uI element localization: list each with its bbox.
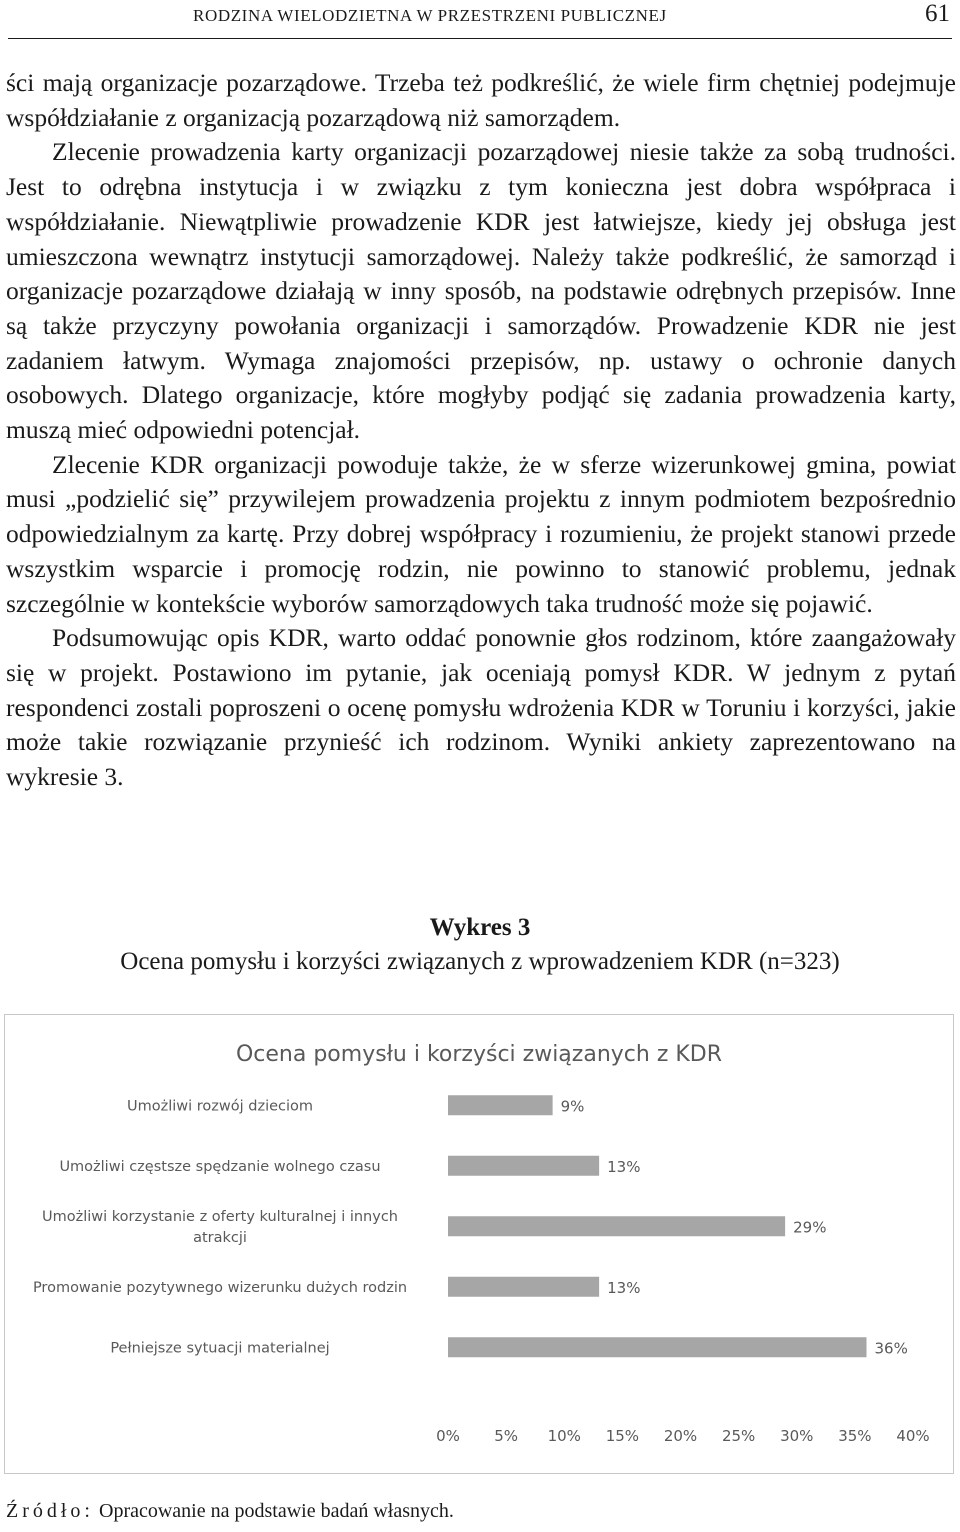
category-label-2: Umożliwi częstsze spędzanie wolnego czasu: [59, 1158, 381, 1175]
figure-label: Wykres 3: [429, 914, 531, 941]
bar-chart: [5, 1015, 953, 1473]
x-tick-label-40: 40%: [896, 1427, 930, 1445]
x-tick-label-35: 35%: [838, 1427, 872, 1445]
page-number: 61: [925, 0, 950, 27]
paragraph-4: Podsumowując opis KDR, warto oddać ponownie głos rodzinom, które zaangażowały się w projekt. Postawiono im pytanie, jak oceniają pomysł KDR. W jednym z pytań respondenci zostali poproszeni o ocenę pomysłu wdrożenia KDR w Toruniu i korzyści, jakie może takie rozwiązanie przynieść ich rodzinom. Wyniki ankiety zaprezentowano na wykresie 3.: [6, 623, 956, 792]
header-rule: [8, 38, 952, 39]
paragraph-3: Zlecenie KDR organizacji powoduje także, że w sferze wizerunkowej gmina, powiat musi „podzielić się” przywilejem prowadzenia projektu z innym podmiotem bezpośrednio odpowiedzialnym za kartę. Przy dobrej współpracy i rozumieniu, że projekt stanowi przede wszystkim wsparcie i promocję rodzin, nie powinno to stanowić problemu, jednak szczególnie w kontekście wyborów samorządowych taka trudność może się pojawić.: [6, 449, 956, 618]
bar-2: [448, 1156, 599, 1176]
x-tick-label-25: 25%: [721, 1427, 756, 1445]
data-label-4: 13%: [607, 1278, 641, 1297]
bar-3: [448, 1216, 785, 1236]
x-tick-label-5: 5%: [494, 1427, 519, 1445]
category-label-3-line-2: atrakcji: [193, 1229, 247, 1246]
figure-caption: Ocena pomysłu i korzyści związanych z wprowadzeniem KDR (n=323): [120, 948, 840, 975]
bar-1: [448, 1095, 553, 1115]
page-header: [0, 0, 960, 34]
data-label-2: 13%: [607, 1157, 641, 1176]
chart-title: Ocena pomysłu i korzyści związanych z KDR: [235, 1042, 723, 1067]
category-label-3-line-1: Umożliwi korzystanie z oferty kulturalnej i innych: [42, 1208, 398, 1225]
category-label-1: Umożliwi rozwój dzieciom: [126, 1098, 314, 1115]
bar-5: [448, 1337, 867, 1357]
x-tick-label-30: 30%: [780, 1427, 814, 1445]
x-tick-label-10: 10%: [547, 1427, 581, 1445]
x-tick-label-0: 0%: [436, 1427, 460, 1445]
data-label-1: 9%: [560, 1097, 585, 1116]
source-label: Źródło:: [6, 1500, 94, 1522]
paragraph-2: Zlecenie prowadzenia karty organizacji pozarządowej niesie także za sobą trudności. Jest to odrębna instytucja i w związku z tym konieczna jest dobra współpraca i współdziałanie. Niewątpliwie prowadzenie KDR jest łatwiejsze, kiedy jej obsługa jest umieszczona wewnątrz instytucji samorządowej. Należy także podkreślić, że samorząd i organizacje pozarządowe działają w inny sposób, na podstawie odrębnych przepisów. Inne są także przyczyny powołania organizacji i samorządów. Prowadzenie KDR nie jest zadaniem łatwym. Wymaga znajomości przepisów, np. ustawy o ochronie danych osobowych. Dlatego organizacje, które mogłyby podjąć się zadania prowadzenia karty, muszą mieć odpowiedni potencjał.: [6, 137, 956, 445]
x-tick-label-15: 15%: [605, 1427, 640, 1445]
source-text: Opracowanie na podstawie badań własnych.: [99, 1500, 454, 1522]
x-tick-label-20: 20%: [663, 1427, 698, 1445]
category-label-4: Promowanie pozytywnego wizerunku dużych rodzin: [32, 1279, 408, 1296]
bar-4: [448, 1277, 599, 1297]
paragraph-1: ści mają organizacje pozarządowe. Trzeba też podkreślić, że wiele firm chętniej podejmuje współdziałanie z organizacją pozarządową niż samorządem.: [6, 68, 956, 132]
running-head: RODZINA WIELODZIETNA W PRZESTRZENI PUBLICZNEJ: [193, 6, 667, 25]
category-label-5: Pełniejsze sytuacji materialnej: [110, 1340, 330, 1357]
source-note: [6, 1500, 454, 1523]
data-label-3: 29%: [793, 1218, 827, 1237]
chart-container: [4, 1014, 954, 1474]
data-label-5: 36%: [874, 1339, 908, 1358]
body-text: [6, 66, 956, 795]
